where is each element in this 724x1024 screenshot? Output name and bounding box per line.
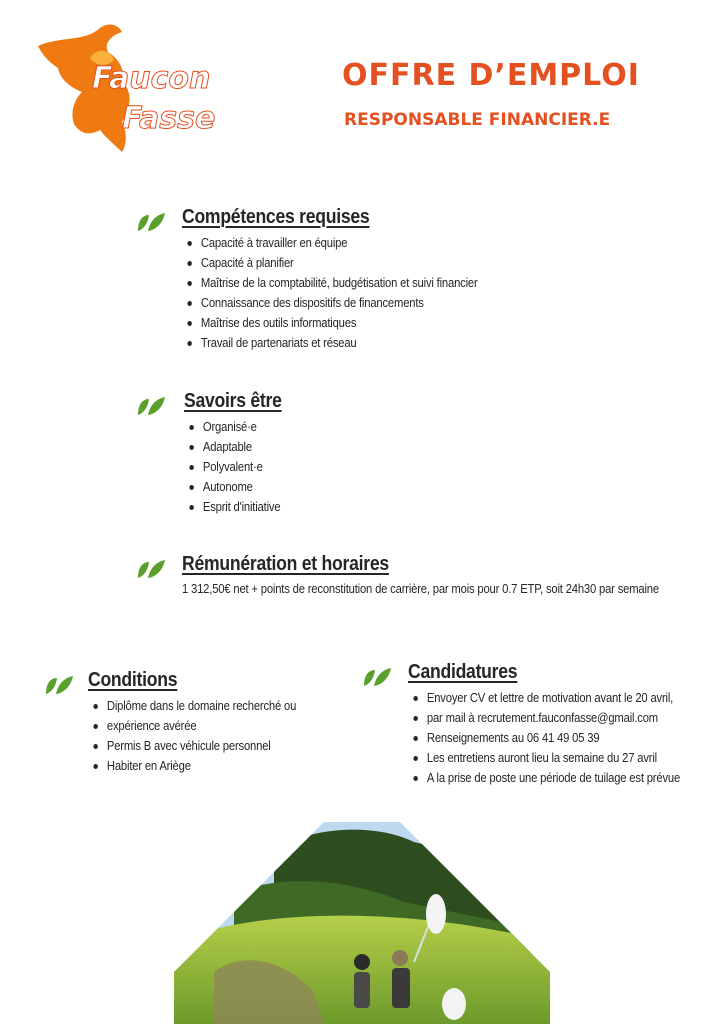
list-item: Maîtrise de la comptabilité, budgétisation et suivi financier [182, 273, 478, 293]
section-savoirs [184, 390, 295, 517]
children-photo [174, 822, 550, 1024]
section-title: Savoirs être [184, 390, 282, 412]
competences-list [182, 233, 510, 353]
list-item: A la prise de poste une période de tuilage est prévue [408, 768, 680, 788]
savoirs-list [184, 417, 295, 517]
page-subtitle: RESPONSABLE FINANCIER.E [344, 110, 611, 130]
svg-text:Faucon: Faucon [92, 61, 211, 96]
section-title: Rémunération et horaires [182, 553, 389, 575]
candidatures-list [408, 688, 710, 788]
list-item: Esprit d'initiative [184, 497, 284, 517]
page-title: OFFRE D’EMPLOI [342, 58, 640, 93]
list-item: Les entretiens auront lieu la semaine du 27 avril [408, 748, 680, 768]
list-item: Envoyer CV et lettre de motivation avant le 20 avril, [408, 688, 680, 708]
leaf-icon [136, 395, 166, 417]
list-item: Diplôme dans le domaine recherché ou [88, 696, 296, 716]
list-item: Organisé·e [184, 417, 284, 437]
section-competences [182, 206, 510, 353]
section-remuneration [182, 553, 712, 599]
remuneration-text: 1 312,50€ net + points de reconstitution de carrière, par mois pour 0.7 ETP, soit 24h30 par semaine [182, 582, 659, 596]
list-item: Renseignements au 06 41 49 05 39 [408, 728, 680, 748]
leaf-icon [136, 558, 166, 580]
section-title: Conditions [88, 669, 178, 691]
logo [30, 18, 230, 158]
section-candidatures [408, 661, 710, 788]
meadow-photo-icon [174, 822, 550, 1024]
list-item: Maîtrise des outils informatiques [182, 313, 478, 333]
falcon-logo-icon [30, 18, 230, 158]
list-item: Polyvalent·e [184, 457, 284, 477]
leaf-icon [44, 674, 74, 696]
list-item: Connaissance des dispositifs de financements [182, 293, 478, 313]
section-title: Candidatures [408, 661, 518, 683]
leaf-icon [136, 211, 166, 233]
section-conditions [88, 669, 319, 776]
list-item: Adaptable [184, 437, 284, 457]
section-title: Compétences requises [182, 206, 370, 228]
leaf-icon [362, 666, 392, 688]
list-item: Capacité à planifier [182, 253, 478, 273]
list-item: Habiter en Ariège [88, 756, 296, 776]
list-item: Capacité à travailler en équipe [182, 233, 478, 253]
list-item: Travail de partenariats et réseau [182, 333, 478, 353]
list-item: Permis B avec véhicule personnel [88, 736, 296, 756]
list-item: Autonome [184, 477, 284, 497]
list-item: par mail à recrutement.fauconfasse@gmail.com [408, 708, 680, 728]
list-item: expérience avérée [88, 716, 296, 736]
conditions-list [88, 696, 319, 776]
svg-text:Fasse: Fasse [122, 101, 216, 136]
